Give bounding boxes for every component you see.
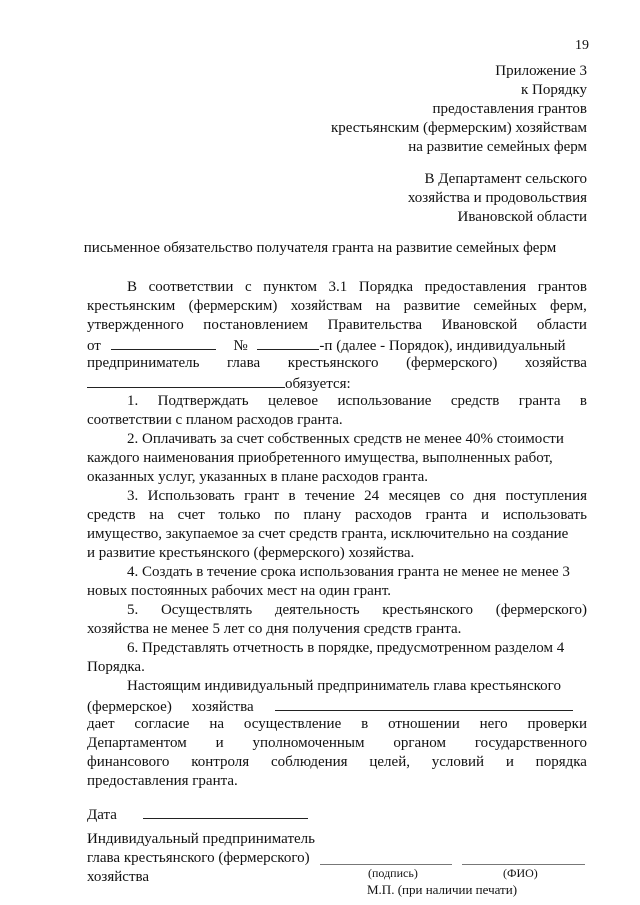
item-4-line: новых постоянных рабочих мест на один грант.	[87, 583, 392, 599]
addressee-line: хозяйства и продовольствия	[407, 190, 587, 206]
entrepreneur-name-blank[interactable]	[275, 696, 573, 711]
signature-caption: (подпись)	[368, 866, 418, 880]
annex-line: на развитие семейных ферм	[408, 139, 587, 155]
annex-line: крестьянским (фермерским) хозяйствам	[330, 120, 587, 136]
signature-line[interactable]	[320, 864, 452, 865]
item-3-line: средств на счет только по плану расходов гранта и использовать	[87, 507, 587, 523]
item-3: 3. Использовать грант в течение 24 месяцев со дня поступления	[127, 488, 587, 504]
item-2: 2. Оплачивать за счет собственных средств не менее 40% стоимости	[127, 431, 564, 447]
item-6-line: Порядка.	[87, 659, 145, 675]
signer-line: хозяйства	[87, 869, 150, 885]
signer-line: Индивидуальный предприниматель	[87, 831, 315, 847]
annex-line: Приложение 3	[495, 63, 587, 79]
item-5: 5. Осуществлять деятельность крестьянского (фермерского)	[127, 602, 587, 618]
page-number: 19	[575, 38, 589, 53]
fio-line[interactable]	[462, 864, 585, 865]
number-blank[interactable]	[257, 335, 319, 350]
addressee-line: Ивановской области	[457, 209, 587, 225]
intro-line: обязуется:	[87, 373, 587, 393]
consent-line: финансового контроля соблюдения целей, условий и порядка	[87, 754, 587, 770]
consent-line: предоставления гранта.	[87, 773, 238, 789]
document-title: письменное обязательство получателя гранта на развитие семейных ферм	[83, 240, 557, 256]
date-field[interactable]	[143, 804, 308, 819]
signer-block	[87, 830, 315, 887]
date-blank[interactable]	[111, 335, 216, 350]
annex-header	[331, 62, 587, 157]
addressee-line: В Департамент сельского	[424, 171, 587, 187]
item-6: 6. Представлять отчетность в порядке, предусмотренном разделом 4	[127, 640, 565, 656]
fio-caption: (ФИО)	[503, 866, 538, 880]
signer-line: глава крестьянского (фермерского)	[87, 850, 310, 866]
item-1: 1. Подтверждать целевое использование средств гранта в	[127, 393, 587, 409]
item-4: 4. Создать в течение срока использования гранта не менее не менее 3	[127, 564, 570, 580]
intro-line: В соответствии с пунктом 3.1 Порядка предоставления грантов	[127, 279, 587, 295]
annex-line: к Порядку	[521, 82, 587, 98]
item-2-line: оказанных услуг, указанных в плане расходов гранта.	[87, 469, 428, 485]
consent-line: Департаментом и уполномоченным органом государственного	[87, 735, 587, 751]
item-2-line: каждого наименования приобретенного имущества, выполненных работ,	[87, 450, 553, 466]
consent-line: дает согласие на осуществление в отношении него проверки	[87, 716, 587, 732]
item-3-line: и развитие крестьянского (фермерского) хозяйства.	[87, 545, 415, 561]
intro-line: утвержденного постановлением Правительства Ивановской области	[87, 317, 587, 333]
date-row	[87, 804, 587, 824]
date-label: Дата	[87, 807, 117, 823]
stamp-caption: М.П. (при наличии печати)	[367, 882, 518, 897]
intro-line: от № -п (далее - Порядок), индивидуальный	[87, 335, 587, 355]
consent-paragraph: Настоящим индивидуальный предприниматель глава крестьянского	[127, 678, 561, 694]
consent-line: (фермерское) хозяйства	[87, 696, 587, 716]
item-5-line: хозяйства не менее 5 лет со дня получения средств гранта.	[87, 621, 462, 637]
intro-line: предприниматель глава крестьянского (фермерского) хозяйства	[87, 355, 587, 371]
intro-line: крестьянским (фермерским) хозяйствам на развитие семейных ферм,	[87, 298, 587, 314]
item-3-line: имущество, закупаемое за счет средств гранта, исключительно на создание	[87, 526, 569, 542]
entrepreneur-name-blank[interactable]	[87, 373, 285, 388]
annex-line: предоставления грантов	[432, 101, 587, 117]
item-1-line: соответствии с планом расходов гранта.	[87, 412, 343, 428]
addressee-block	[408, 170, 587, 227]
